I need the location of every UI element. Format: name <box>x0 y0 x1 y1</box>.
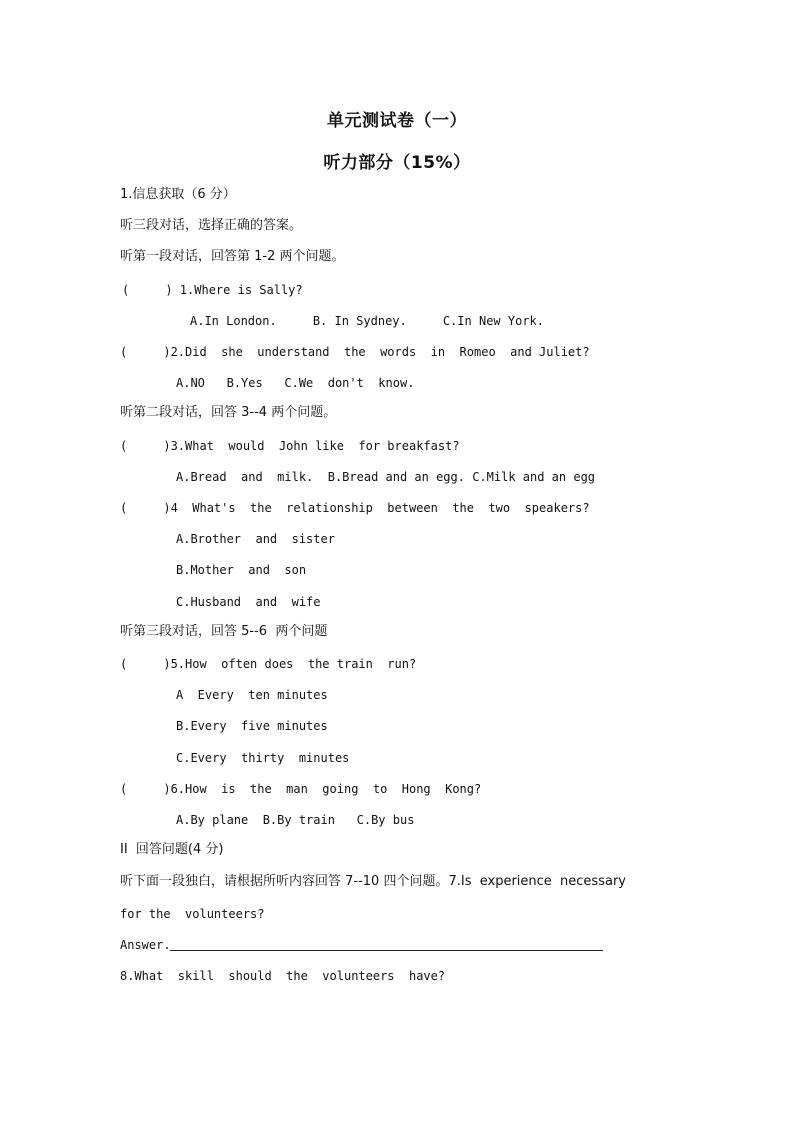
question-5: ( )5.How often does the train run? <box>120 657 417 671</box>
question-4-option-a: A.Brother and sister <box>176 532 335 546</box>
question-5-option-a: A Every ten minutes <box>176 688 328 702</box>
section2-heading: II 回答问题(4 分) <box>120 842 224 857</box>
question-1-options: A.In London. B. In Sydney. C.In New York. <box>190 314 545 328</box>
question-1: ( ) 1.Where is Sally? <box>122 283 303 297</box>
question-2-options: A.NO B.Yes C.We don't know. <box>176 376 415 390</box>
answer-label: Answer. <box>120 938 171 952</box>
dialog3-instruction: 听第三段对话，回答 5--6 两个问题 <box>120 624 328 639</box>
page-subtitle: 听力部分（15%） <box>323 153 471 173</box>
question-4-option-c: C.Husband and wife <box>176 595 321 609</box>
question-7-continued: for the volunteers? <box>120 907 265 921</box>
question-4: ( )4 What's the relationship between the two speakers? <box>120 501 590 515</box>
dialog1-instruction: 听第一段对话，回答第 1-2 两个问题。 <box>120 249 345 264</box>
section1-heading: 1.信息获取（6 分） <box>120 187 236 202</box>
section1-instruction: 听三段对话，选择正确的答案。 <box>120 218 303 233</box>
dialog2-instruction: 听第二段对话，回答 3--4 两个问题。 <box>120 405 337 420</box>
question-6-options: A.By plane B.By train C.By bus <box>176 813 415 827</box>
answer-blank-line[interactable] <box>170 950 603 951</box>
question-4-option-b: B.Mother and son <box>176 563 307 577</box>
question-3-options: A.Bread and milk. B.Bread and an egg. C.Milk and an egg <box>176 470 596 484</box>
question-5-option-b: B.Every five minutes <box>176 719 328 733</box>
question-5-option-c: C.Every thirty minutes <box>176 751 350 765</box>
question-6: ( )6.How is the man going to Hong Kong? <box>120 782 482 796</box>
question-3: ( )3.What would John like for breakfast? <box>120 439 460 453</box>
section2-instruction: 听下面一段独白，请根据所听内容回答 7--10 四个问题。7.Is experience necessary <box>120 874 626 889</box>
question-2: ( )2.Did she understand the words in Romeo and Juliet? <box>120 345 590 359</box>
question-8: 8.What skill should the volunteers have? <box>120 969 446 983</box>
page-title: 单元测试卷（一） <box>327 111 467 131</box>
